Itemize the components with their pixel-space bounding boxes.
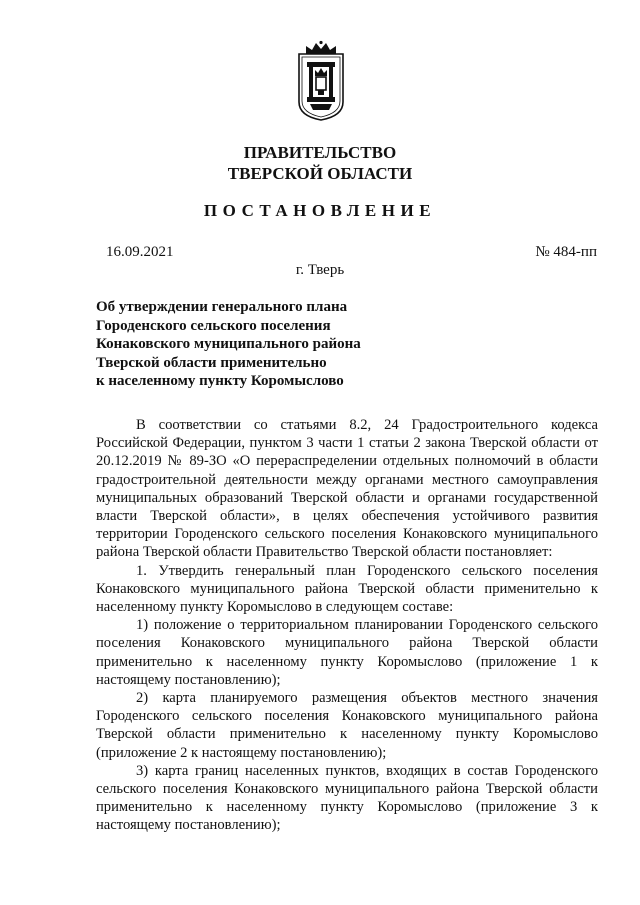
document-subject (96, 298, 426, 391)
document-number: № 484-пп (535, 244, 597, 260)
document-body (96, 416, 598, 835)
subject-line: к населенному пункту Коромыслово (96, 373, 344, 389)
government-title-line2: ТВЕРСКОЙ ОБЛАСТИ (227, 164, 413, 183)
body-paragraph-subitem-2: 2) карта планируемого размещения объектов местного значения Городенского сельского поселения Конаковского муниципального района Тверской области применительно к населенному пункту Коромыслово (приложение 2 к настоящему постановлению); (96, 690, 598, 761)
subject-line: Тверской области применительно (96, 354, 327, 371)
document-type: ПОСТАНОВЛЕНИЕ (203, 201, 437, 220)
body-paragraph-subitem-1: 1) положение о территориальном планировании Городенского сельского поселения Конаковского муниципального района Тверской области применительно к населенному пункту Коромыслово (приложение 1 к настоящему постановлению); (96, 617, 598, 688)
subject-line: Городенского сельского поселения (96, 317, 331, 334)
tver-coat-of-arms-icon (296, 40, 346, 122)
document-date: 16.09.2021 (106, 244, 174, 260)
body-paragraph-subitem-3: 3) карта границ населенных пунктов, входящих в состав Городенского сельского поселения Конаковского муниципального района Тверской области применительно к населенному пункту Коромыслово (приложение 3 к настоящему постановлению); (96, 762, 598, 834)
government-title-line1: ПРАВИТЕЛЬСТВО (243, 143, 397, 162)
body-paragraph-item-1: 1. Утвердить генеральный план Городенского сельского поселения Конаковского муниципального района Тверской области применительно к населенному пункту Коромыслово в следующем составе: (96, 562, 598, 616)
document-city: г. Тверь (295, 262, 345, 278)
government-title (0, 142, 640, 184)
body-paragraph-preamble: В соответствии со статьями 8.2, 24 Градостроительного кодекса Российской Федерации, пунктом 3 части 1 статьи 2 закона Тверской области от 20.12.2019 № 89-ЗО «О перераспределении отдельных полномочий в области градостроительной деятельности между органами местного самоуправления муниципальных образований Тверской области и органами государственной власти Тверской области», в целях обеспечения устойчивого развития территории Городенского сельского поселения Конаковского муниципального района Тверской области Правительство Тверской области постановляет: (96, 417, 598, 561)
subject-line: Об утверждении генерального плана (96, 299, 348, 315)
subject-line: Конаковского муниципального района (96, 336, 361, 352)
